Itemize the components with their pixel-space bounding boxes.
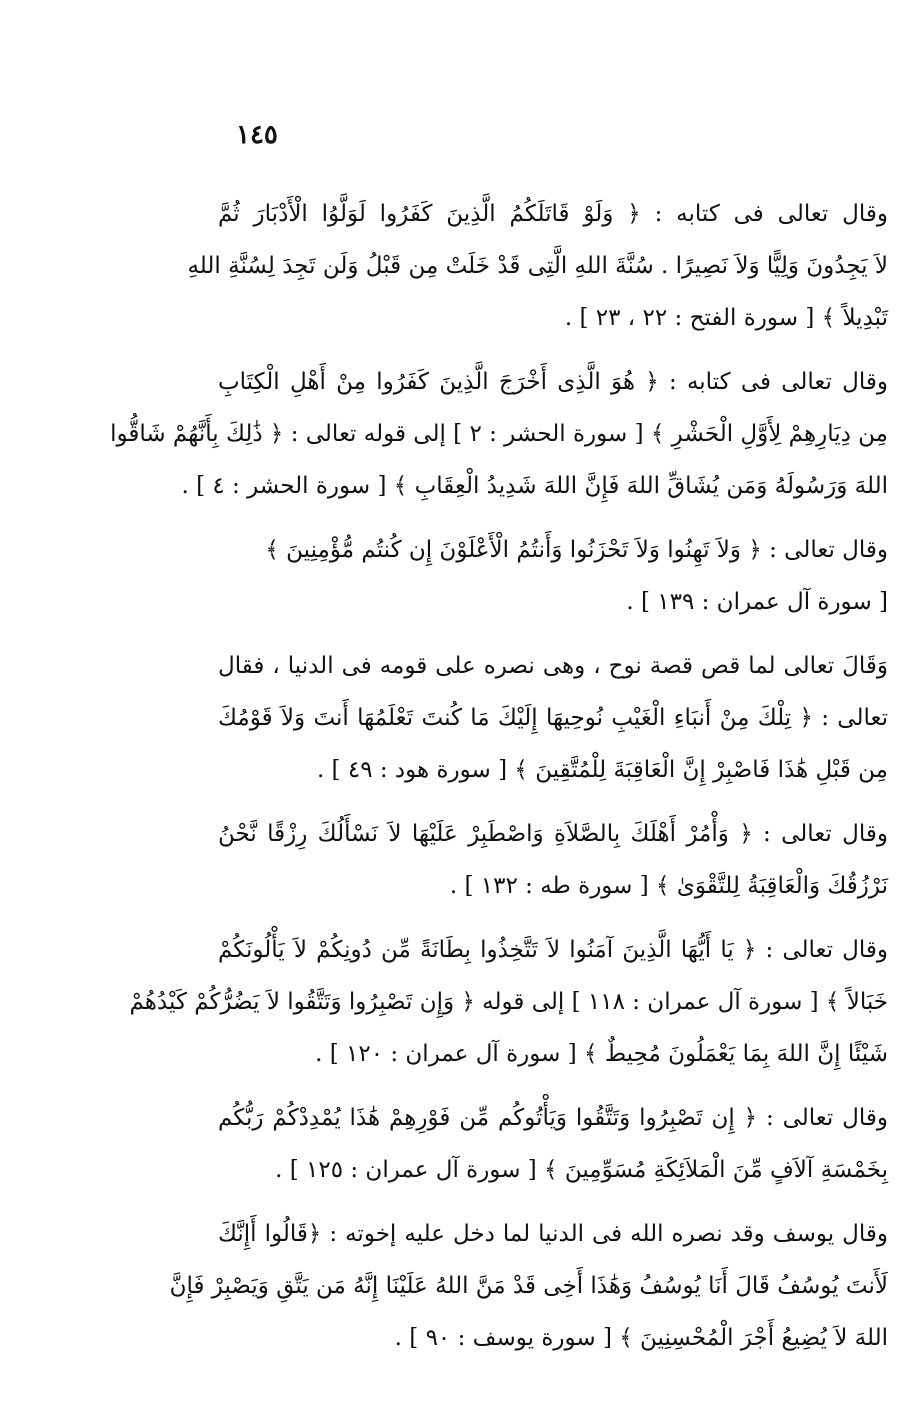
text-line: اللهَ وَرَسُولَهُ وَمَن يُشَاقِّ اللهَ فَإِنَّ اللهَ شَدِيدُ الْعِقَابِ ﴾ [ سورة الحشر : ٤ ] .	[181, 473, 888, 499]
text-line: وقال تعالى : ﴿ إِن تَصْبِرُوا وَتَتَّقُوا وَيَأْتُوكُم مِّن فَوْرِهِمْ هَٰذَا يُمْدِدْكُمْ رَبُّكُم	[218, 1105, 888, 1131]
paragraph-4	[218, 640, 888, 796]
page-number: ١٤٥	[236, 120, 278, 150]
text-line: لاَ يَجِدُونَ وَلِيًّا وَلاَ نَصِيرًا . سُنَّةَ اللهِ الَّتِى قَدْ خَلَتْ مِن قَبْلُ وَلَن تَجِدَ لِسُنَّةِ اللهِ	[187, 253, 888, 279]
text-line: شَيْئًا إِنَّ اللهَ بِمَا يَعْمَلُونَ مُحِيطٌ ﴾ [ سورة آل عمران : ١٢٠ ] .	[315, 1041, 888, 1067]
paragraph-8	[169, 1208, 888, 1364]
paragraph-5	[218, 808, 888, 912]
text-line: وقال يوسف وقد نصره الله فى الدنيا لما دخل عليه إخوته : ﴿قَالُوا أَإِنَّكَ	[218, 1221, 888, 1247]
text-line: بِخَمْسَةِ آلاَفٍ مِّنَ الْمَلاَئِكَةِ مُسَوِّمِينَ ﴾ [ سورة آل عمران : ١٢٥ ] .	[275, 1157, 888, 1183]
text-line: خَبَالاً ﴾ [ سورة آل عمران : ١١٨ ] إلى قوله ﴿ وَإِن تَصْبِرُوا وَتَتَّقُوا لاَ يَضُرُّكُمْ كَيْدُهُمْ	[129, 989, 888, 1015]
text-line: نَرْزُقُكَ وَالْعَاقِبَةُ لِلتَّقْوَىٰ ﴾ [ سورة طه : ١٣٢ ] .	[449, 873, 888, 899]
text-line: وقال تعالى فى كتابه : ﴿ وَلَوْ قَاتَلَكُمُ الَّذِينَ كَفَرُوا لَوَلَّوُا الْأَدْبَارَ ثُمَّ	[218, 201, 888, 227]
text-line: [ سورة آل عمران : ١٣٩ ] .	[626, 589, 888, 615]
text-line: تعالى : ﴿ تِلْكَ مِنْ أَنبَاءِ الْغَيْبِ نُوحِيهَا إِلَيْكَ مَا كُنتَ تَعْلَمُهَا أَنتَ وَلاَ قَوْمُكَ	[218, 705, 888, 731]
text-line: مِن قَبْلِ هَٰذَا فَاصْبِرْ إِنَّ الْعَاقِبَةَ لِلْمُتَّقِينَ ﴾ [ سورة هود : ٤٩ ] .	[316, 757, 888, 783]
text-line: وَقَالَ تعالى لما قص قصة نوح ، وهى نصره على قومه فى الدنيا ، فقال	[218, 653, 888, 679]
paragraph-2	[110, 356, 888, 512]
text-line: وقال تعالى : ﴿ وَلاَ تَهِنُوا وَلاَ تَحْزَنُوا وَأَنتُمُ الْأَعْلَوْنَ إِن كُنتُم مُّؤْمِنِينَ ﴾	[265, 537, 888, 563]
text-line: تَبْدِيلاً ﴾ [ سورة الفتح : ٢٢ ، ٢٣ ] .	[564, 305, 888, 331]
page-body	[110, 188, 888, 1376]
paragraph-3	[218, 524, 888, 628]
text-line: وقال تعالى : ﴿ يَا أَيُّهَا الَّذِينَ آمَنُوا لاَ تَتَّخِذُوا بِطَانَةً مِّن دُونِكُمْ لاَ يَأْلُونَكُمْ	[218, 937, 888, 963]
text-line: وقال تعالى فى كتابه : ﴿ هُوَ الَّذِى أَخْرَجَ الَّذِينَ كَفَرُوا مِنْ أَهْلِ الْكِتَابِ	[218, 369, 888, 395]
paragraph-7	[218, 1092, 888, 1196]
text-line: اللهَ لاَ يُضِيعُ أَجْرَ الْمُحْسِنِينَ ﴾ [ سورة يوسف : ٩٠ ] .	[394, 1325, 888, 1351]
text-line: لَأَنتَ يُوسُفُ قَالَ أَنَا يُوسُفُ وَهَٰذَا أَخِى قَدْ مَنَّ اللهُ عَلَيْنَا إِنَّهُ مَن يَتَّقِ وَيَصْبِرْ فَإِنَّ	[169, 1273, 888, 1299]
paragraph-6	[129, 924, 888, 1080]
paragraph-1	[187, 188, 888, 344]
text-line: مِن دِيَارِهِمْ لِأَوَّلِ الْحَشْرِ ﴾ [ سورة الحشر : ٢ ] إلى قوله تعالى : ﴿ ذَٰلِكَ بِأَنَّهُمْ شَاقُّوا	[110, 421, 888, 447]
text-line: وقال تعالى : ﴿ وَأْمُرْ أَهْلَكَ بِالصَّلاَةِ وَاصْطَبِرْ عَلَيْهَا لاَ نَسْأَلُكَ رِزْقًا نَّحْنُ	[218, 821, 888, 847]
